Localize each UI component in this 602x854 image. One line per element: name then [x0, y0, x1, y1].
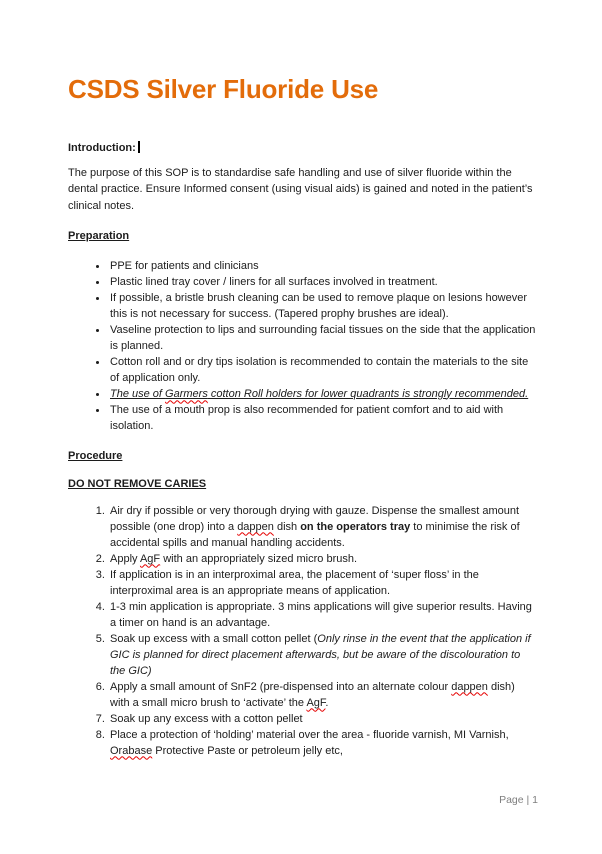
italic-text-run: Only rinse in the event that the application if GIC is planned for direct placement afterwards, but be aware of the discolouration to the GIC)	[110, 632, 531, 677]
bullet-item-tray-liners[interactable]: • Plastic lined tray cover / liners for all surfaces involved in treatment.	[108, 274, 536, 290]
step-item-timing[interactable]: 4. 1-3 min application is appropriate. 3 mins applications will give superior results. Having a timer on hand is an advantage.	[108, 599, 536, 631]
bullet-item-mouth-prop[interactable]: • The use of a mouth prop is also recommended for patient comfort and to aid with isolation.	[108, 402, 536, 434]
misspelled-word: dappen	[237, 520, 274, 533]
introduction-heading-label: Introduction:	[68, 142, 136, 154]
step-item-holding-material[interactable]	[108, 727, 536, 759]
misspelled-word: Orabase	[110, 744, 153, 757]
text-run: with an appropriately sized micro brush.	[160, 552, 358, 565]
preparation-heading[interactable]: Preparation	[68, 230, 130, 242]
bullet-item-ppe[interactable]: • PPE for patients and clinicians	[108, 258, 536, 274]
bullet-item-garmers-holders[interactable]	[108, 386, 536, 402]
step-item-apply-agf[interactable]	[108, 551, 536, 567]
text-run: .	[325, 696, 329, 709]
text-run: dish	[273, 520, 301, 533]
misspelled-word: dappen	[451, 680, 488, 693]
step-item-soak-cotton-pellet[interactable]: 7. Soak up any excess with a cotton pellet	[108, 711, 536, 727]
text-cursor	[138, 141, 140, 153]
document-title[interactable]: CSDS Silver Fluoride Use	[68, 74, 379, 104]
text-run: Air dry if possible or very thorough drying with gauze. Dispense the smallest amount possible (one drop) into a	[110, 504, 520, 533]
step-item-interproximal[interactable]: 3. If application is in an interproximal area, the placement of ‘super floss’ in the interproximal area is an appropriate means of application.	[108, 567, 536, 599]
misspelled-word: Garmers	[165, 387, 208, 400]
preparation-bullet-list	[68, 258, 536, 434]
introduction-paragraph[interactable]: The purpose of this SOP is to standardise safe handling and use of silver fluoride within the dental practice. Ensure Informed consent (using visual aids) is gained and noted in the patient’s clinical notes.	[68, 166, 533, 212]
document-content	[0, 74, 602, 759]
bullet-item-vaseline[interactable]: • Vaseline protection to lips and surrounding facial tissues on the side that the application is planned.	[108, 322, 536, 354]
bold-text-run: on the operators tray	[300, 520, 411, 533]
text-run: Apply	[110, 552, 140, 565]
text-run: Protective Paste or petroleum jelly etc,	[152, 744, 343, 757]
text-run: cotton Roll holders for lower quadrants is strongly recommended.	[207, 387, 529, 400]
text-run: Soak up excess with a small cotton pellet (	[110, 632, 318, 645]
misspelled-word: AgF	[139, 552, 161, 565]
text-run: to minimise the risk of accidental spills and manual handling accidents.	[110, 520, 520, 549]
step-item-air-dry[interactable]	[108, 503, 536, 551]
step-item-apply-snf2[interactable]	[108, 679, 536, 711]
procedure-heading[interactable]: Procedure	[68, 449, 123, 462]
text-run: The use of	[110, 387, 166, 400]
text-run: Place a protection of ‘holding’ material over the area - fluoride varnish, MI Varnish,	[110, 728, 509, 741]
bullet-item-bristle-brush[interactable]: • If possible, a bristle brush cleaning can be used to remove plaque on lesions however this is not necessary for success. (Tapered prophy brushes are ideal).	[108, 290, 536, 322]
do-not-remove-caries-heading[interactable]: DO NOT REMOVE CARIES	[68, 478, 207, 490]
page-number: Page | 1	[499, 794, 538, 806]
step-item-soak-excess[interactable]	[108, 631, 536, 679]
text-run: dish) with a small micro brush to ‘activate’ the	[110, 680, 515, 709]
bullet-item-cotton-roll[interactable]: • Cotton roll and or dry tips isolation is recommended to contain the materials to the site of application only.	[108, 354, 536, 386]
procedure-step-list	[68, 503, 536, 759]
misspelled-word: AgF	[306, 696, 326, 709]
introduction-heading[interactable]	[68, 140, 536, 157]
text-run: Apply a small amount of SnF2 (pre-dispensed into an alternate colour	[110, 680, 452, 693]
